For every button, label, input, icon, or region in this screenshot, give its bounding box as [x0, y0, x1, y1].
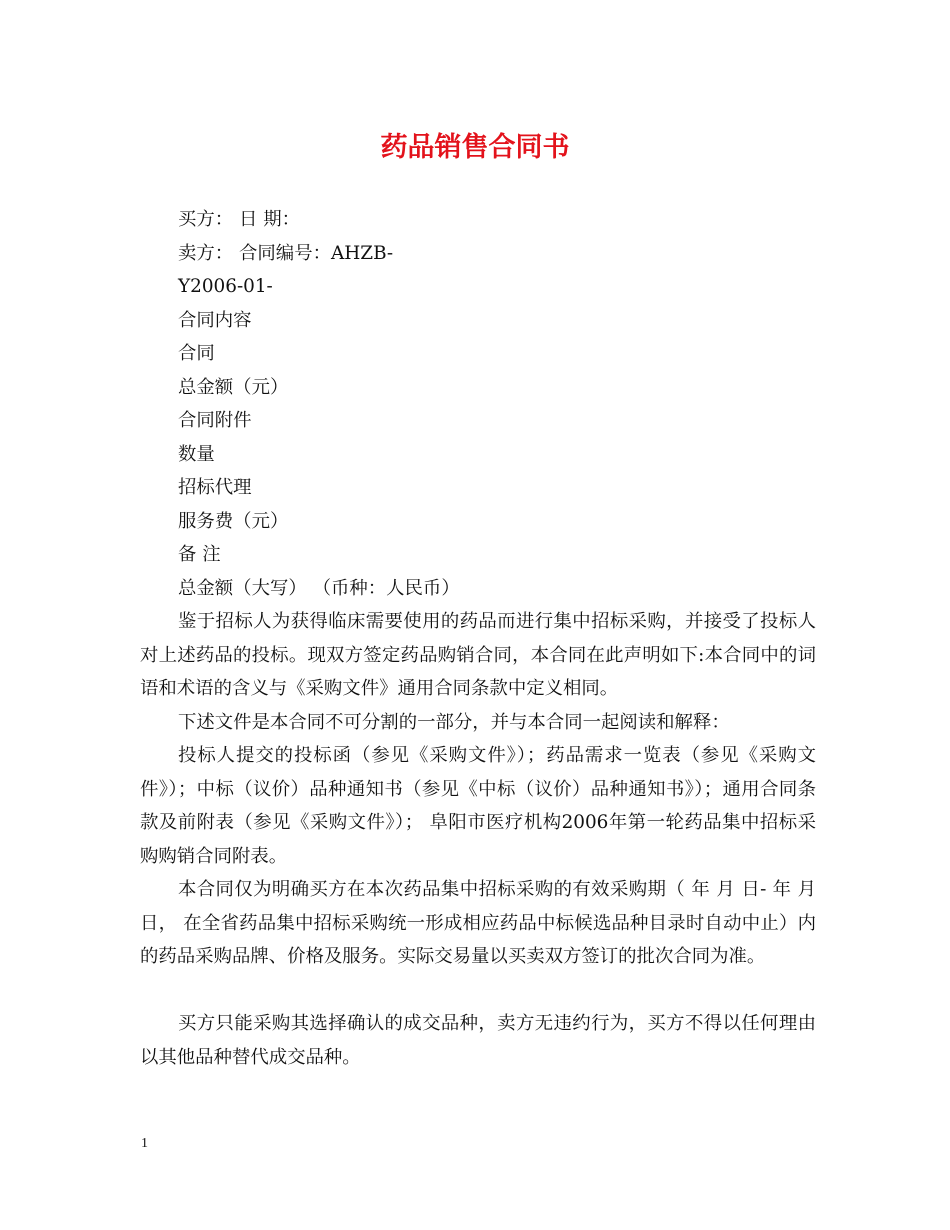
paragraph-documents-list: 投标人提交的投标函（参见《采购文件》）；药品需求一览表（参见《采购文件》）；中标（议价）品种通知书（参见《中标（议价）品种通知书》）；通用合同条款及前附表（参见《采购文件》）； 阜阳市医疗机构2006年第一轮药品集中招标采购购销合同附表。 [140, 745, 816, 867]
service-fee-label: 服务费（元） [178, 510, 289, 532]
contract-label: 合同 [178, 343, 215, 364]
paragraph-documents-intro: 下述文件是本合同不可分割的一部分，并与本合同一起阅读和解释： [178, 711, 730, 733]
bidding-agent-label: 招标代理 [178, 477, 252, 498]
paragraph-contract-scope: 本合同仅为明确买方在本次药品集中招标采购的有效采购期（ 年 月 日- 年 月 日， 在全省药品集中招标采购统一形成相应药品中标候选品种目录时自动中止）内的药品采购品牌、价格及服务。实际交易量以买卖双方签订的批次合同为准。 [140, 879, 816, 967]
contract-number-suffix: Y2006-01- [178, 276, 273, 297]
seller-contract-number-line: 卖方： 合同编号：AHZB- [178, 242, 394, 264]
remarks-label: 备 注 [178, 544, 221, 565]
paragraph-preamble: 鉴于招标人为获得临床需要使用的药品而进行集中招标采购，并接受了投标人对上述药品的投标。现双方签定药品购销合同，本合同在此声明如下:本合同中的词语和术语的含义与《采购文件》通用合同条款中定义相同。 [140, 611, 816, 699]
contract-attachment-label: 合同附件 [178, 410, 252, 431]
page-number: 1 [141, 1136, 148, 1151]
paragraph-substitution-rule: 买方只能采购其选择确认的成交品种，卖方无违约行为，买方不得以任何理由以其他品种替代成交品种。 [140, 1013, 816, 1068]
paragraph-spacer [140, 974, 816, 1008]
buyer-date-line: 买方： 日 期： [178, 209, 301, 230]
document-title: 药品销售合同书 [380, 132, 570, 163]
contract-content-label: 合同内容 [178, 309, 252, 331]
contract-body [140, 203, 816, 1074]
quantity-label: 数量 [178, 443, 215, 465]
total-amount-words-label: 总金额（大写） （币种：人民币） [178, 577, 460, 599]
total-amount-label: 总金额（元） [178, 376, 289, 398]
